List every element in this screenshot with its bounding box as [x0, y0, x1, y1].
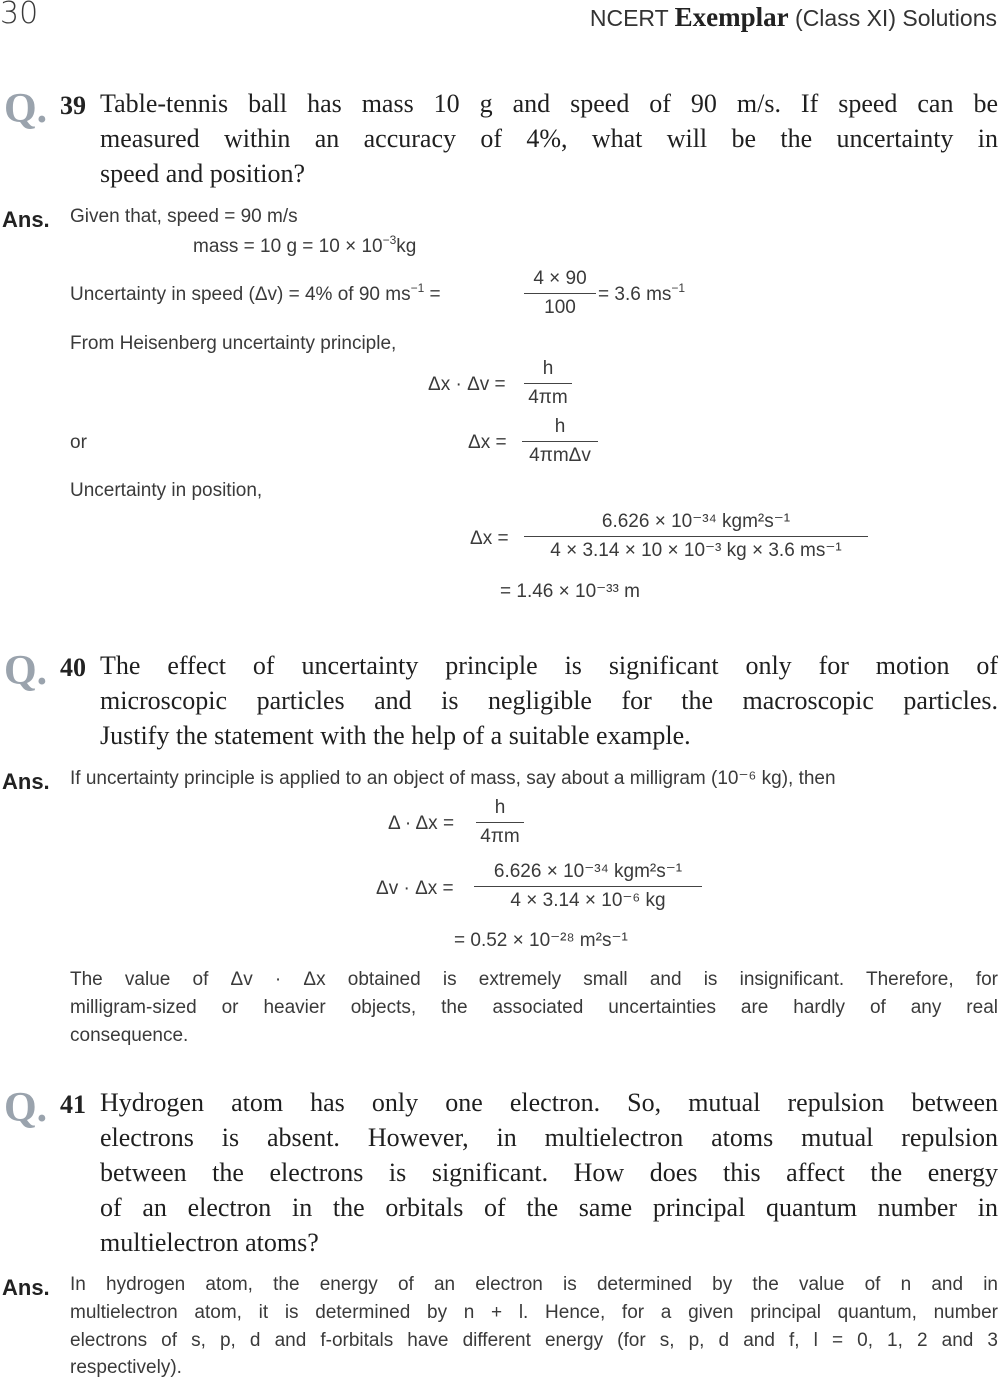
answer-label-41: Ans.: [2, 1275, 50, 1300]
q40-line-2: microscopic particles and is negligible for the macroscopic particles.: [100, 686, 998, 715]
q39-eq2-fraction: h 4πmΔv: [522, 416, 598, 467]
answer-label-40: Ans.: [2, 769, 50, 794]
q39-speed-fraction: 4 × 90 100: [524, 268, 596, 319]
question-number-41: 41: [60, 1090, 86, 1119]
q41-line-4: of an electron in the orbitals of the same principal quantum number in: [100, 1193, 998, 1222]
q40-eq2-result: = 0.52 × 10⁻²⁸ m²s⁻¹: [454, 930, 628, 951]
q39-heisenberg-text: From Heisenberg uncertainty principle,: [70, 333, 397, 354]
answer-label-39: Ans.: [2, 207, 50, 232]
q40-para-line-2: milligram-sized or heavier objects, the associated uncertainties are hardly of any real: [70, 997, 998, 1018]
q41-para-line-4: respectively).: [70, 1357, 182, 1378]
q39-line-3: speed and position?: [100, 159, 306, 188]
running-header: [590, 2, 997, 33]
q39-given-speed: Given that, speed = 90 m/s: [70, 206, 298, 227]
question-number-39: 39: [60, 91, 86, 120]
question-mark-40: Q.: [4, 648, 48, 694]
q41-para-line-2: multielectron atom, it is determined by n + l. Hence, for a given principal quantum, number: [70, 1302, 998, 1323]
question-number-40: 40: [60, 653, 86, 682]
q39-eq1-lhs: Δx · Δv =: [428, 374, 506, 395]
q41-line-2: electrons is absent. However, in multielectron atoms mutual repulsion: [100, 1123, 998, 1152]
q41-para-line-3: electrons of s, p, d and f-orbitals have different energy (for s, p, d and f, l = 0, 1, 2 and 3: [70, 1330, 998, 1351]
q40-eq1-lhs: Δ · Δx =: [388, 813, 455, 834]
q39-eq1-fraction: h 4πm: [524, 358, 572, 409]
page-number: 30: [0, 0, 39, 31]
question-mark-39: Q.: [4, 86, 48, 132]
q41-line-3: between the electrons is significant. How does this affect the energy: [100, 1158, 998, 1187]
q40-para-line-1: The value of Δv · Δx obtained is extremely small and is insignificant. Therefore, for: [70, 969, 998, 990]
q40-para-line-3: consequence.: [70, 1025, 189, 1046]
q39-line-1: Table-tennis ball has mass 10 g and speed of 90 m/s. If speed can be: [100, 89, 998, 118]
q41-para-line-1: In hydrogen atom, the energy of an electron is determined by the value of n and in: [70, 1274, 998, 1295]
q40-line-3: Justify the statement with the help of a suitable example.: [100, 721, 691, 750]
q40-eq1-fraction: h 4πm: [476, 797, 524, 848]
book-prefix: NCERT: [589, 5, 669, 31]
q39-eq3-fraction: 6.626 × 10⁻³⁴ kgm²s⁻¹ 4 × 3.14 × 10 × 10⁻³ kg × 3.6 ms⁻¹: [524, 511, 868, 562]
q39-eq2-lhs: Δx =: [468, 432, 507, 453]
question-mark-41: Q.: [4, 1085, 48, 1131]
book-suffix: (Class XI) Solutions: [795, 5, 997, 31]
q40-line-1: The effect of uncertainty principle is significant only for motion of: [100, 651, 998, 680]
q41-line-5: multielectron atoms?: [100, 1228, 319, 1257]
q39-line-2: measured within an accuracy of 4%, what will be the uncertainty in: [100, 124, 998, 153]
q39-or: or: [70, 432, 87, 453]
q39-eq3-lhs: Δx =: [470, 528, 509, 549]
q40-eq2-lhs: Δv · Δx =: [376, 878, 454, 899]
q40-intro: If uncertainty principle is applied to an object of mass, say about a milligram (10⁻⁶ kg), then: [70, 768, 836, 789]
book-title-bold: Exemplar: [674, 2, 789, 32]
q41-line-1: Hydrogen atom has only one electron. So, mutual repulsion between: [100, 1088, 998, 1117]
q39-uncertainty-speed: Uncertainty in speed (Δv) = 4% of 90 $ms^{-1}$ =: [70, 281, 441, 305]
q39-uncertainty-position: Uncertainty in position,: [70, 480, 263, 501]
q39-speed-result: = 3.6 $ms^{-1}$: [598, 281, 686, 305]
q39-given-mass: mass = 10 $g = 10 \times 10^{-3}kg$: [193, 233, 417, 257]
q39-eq3-result: = 1.46 × 10⁻³³ m: [500, 581, 640, 602]
q40-eq2-fraction: 6.626 × 10⁻³⁴ kgm²s⁻¹ 4 × 3.14 × 10⁻⁶ kg: [474, 861, 702, 912]
